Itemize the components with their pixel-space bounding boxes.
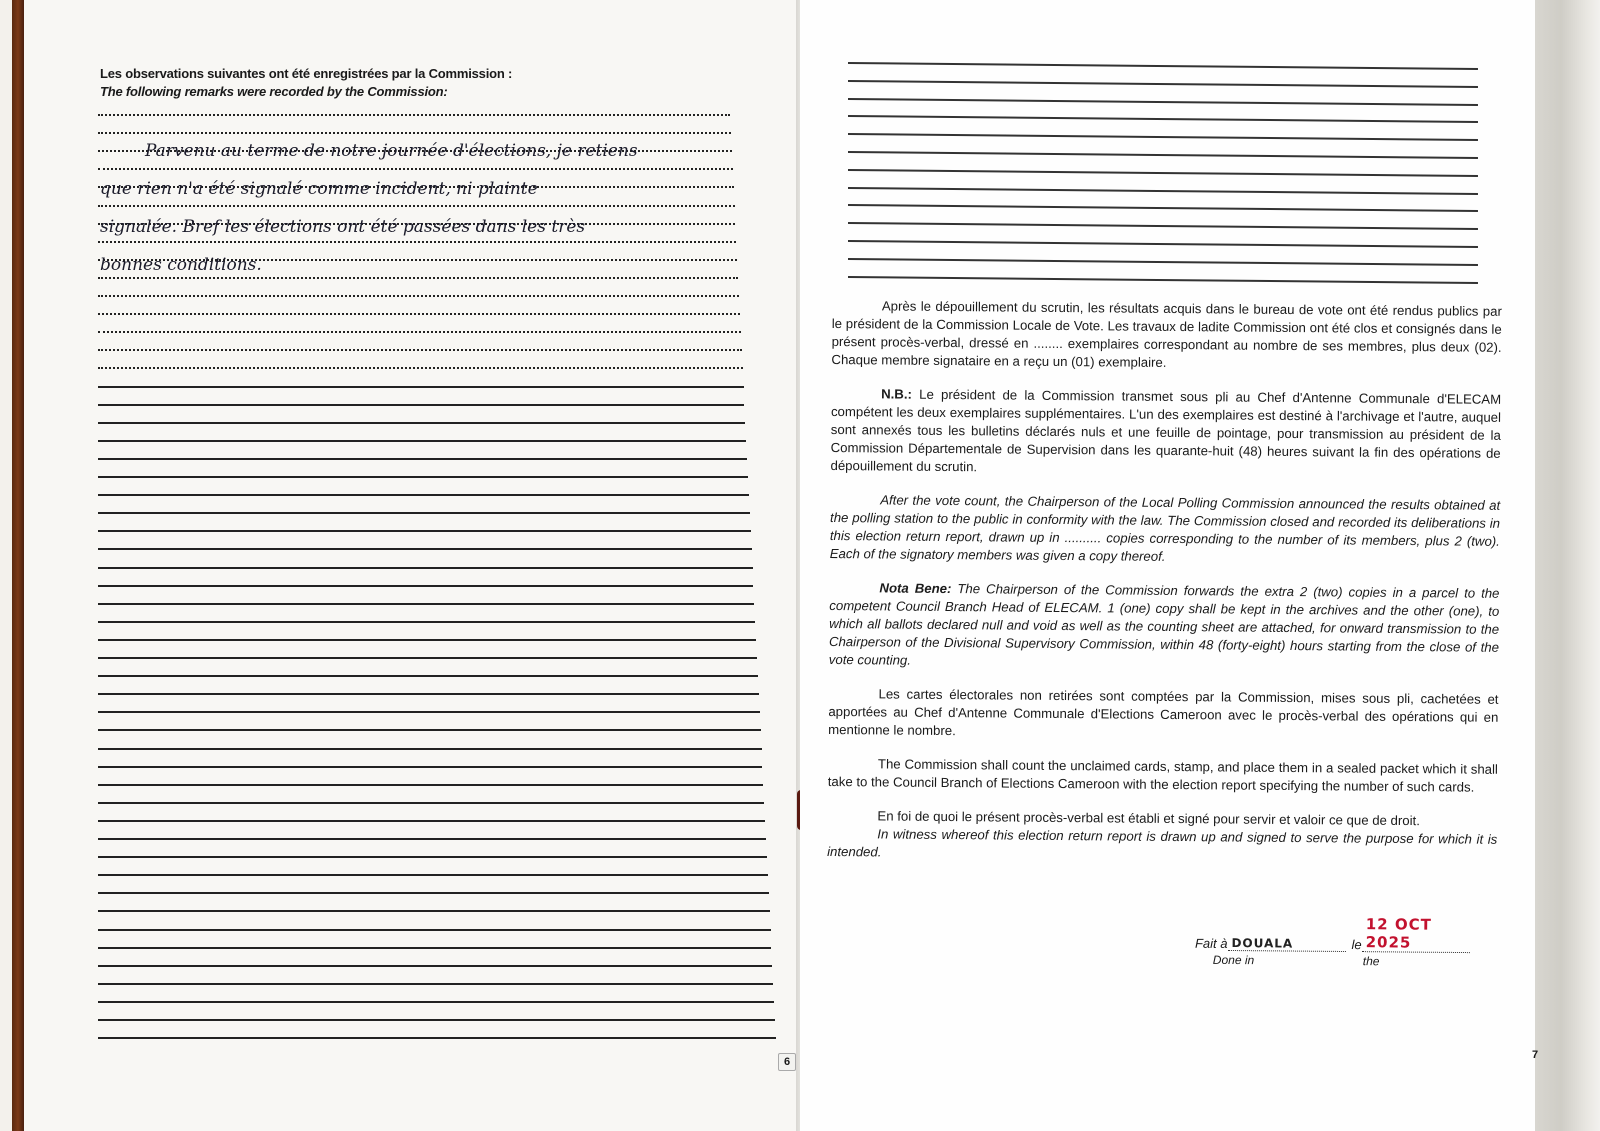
ruled-line (98, 947, 771, 949)
ruled-line (98, 675, 758, 677)
ruled-line (98, 838, 766, 840)
paragraph-nota-bene-en: Nota Bene: The Chairperson of the Commission forwards the extra 2 (two) copies in a parcel to the competent Council Branch Head of ELECAM. 1 (one) copy shall be kept in the archives and the other (one), to which all ballots declared null and void as well as the counting sheet are attached, for onward transmission to the Chairperson of the Divisional Supervisory Commission, within 48 (forty-eight) hours starting from the close of the vote counting. (828, 580, 1500, 668)
ruled-line (98, 1019, 775, 1021)
remarks-heading-fr: Les observations suivantes ont été enregistrées par la Commission : (100, 66, 513, 81)
paragraph-nb-fr: N.B.: Le président de la Commission transmet sous pli au Chef d'Antenne Communale d'ELECAM compétent les deux exemplaires supplémentaires. L'un des exemplaires est destiné à l'archivage et l'autre, auquel sont annexés tous les bulletins déclarés nuls et une feuille de pointage, pour transmission au président de la Commission Départementale de Supervision dans les quarante-huit (48) heures suivant la fin des opérations de dépouillement du scrutin. (830, 386, 1502, 475)
ruled-line (98, 404, 744, 406)
ruled-line (98, 585, 753, 587)
ruled-line (98, 567, 753, 569)
ruled-line (98, 621, 755, 623)
ruled-line (98, 530, 751, 532)
nota-bene-label: Nota Bene: (879, 580, 952, 597)
ruled-line (98, 784, 763, 786)
ruled-line (98, 367, 743, 369)
ruled-line (98, 458, 747, 460)
ruled-line (98, 874, 768, 876)
remarks-heading-en: The following remarks were recorded by the Commission: (100, 84, 448, 99)
ruled-line (98, 748, 762, 750)
ruled-line (98, 910, 770, 912)
ruled-line (98, 331, 741, 333)
ruled-line (98, 965, 772, 967)
ruled-line (98, 1001, 774, 1003)
ruled-line (98, 1037, 776, 1039)
ruled-line (98, 548, 752, 550)
ruled-line (98, 892, 769, 894)
ruled-line (98, 476, 748, 478)
date-label-en: the (1362, 954, 1380, 969)
remarks-heading (100, 66, 512, 99)
ruled-line (98, 639, 756, 641)
ruled-line (98, 603, 754, 605)
ruled-line (98, 386, 744, 388)
ruled-line (98, 494, 749, 496)
handwritten-line: Parvenu au terme de notre journée d'élections, je retiens (145, 141, 638, 161)
book-binding-edge (12, 0, 24, 1131)
page-number-right: 7 (1532, 1049, 1539, 1061)
place-label-en: Done in (1212, 952, 1255, 968)
handwritten-line: que rien n'a été signalé comme incident, ni plainte (100, 179, 538, 199)
ruled-line (98, 929, 771, 931)
page-stack-edge (1535, 0, 1600, 1131)
ruled-line (98, 729, 761, 731)
closing-en: In witness whereof this election return report is drawn up and signed to serve the purpose for which it is intended. (827, 826, 1498, 860)
ruled-line (98, 802, 764, 804)
right-page-body (827, 297, 1502, 883)
paragraph-results-fr: Après le dépouillement du scrutin, les résultats acquis dans le bureau de vote ont été rendus publics par le président de la Commission Locale de Vote. Les travaux de ladite Commission ont été clos et consignés dans le présent procès-verbal, dressé en ........ exemplaires correspondant au nombre de ses membres, plus deux (02). Chaque membre signataire en a reçu un (01) exemplaire. (831, 298, 1502, 370)
place-label-fr: Fait à (1194, 935, 1228, 951)
ruled-line (98, 856, 767, 858)
date-stamp: 12 OCT 2025 (1362, 915, 1470, 953)
ruled-line (98, 440, 746, 442)
page-number-left: 6 (778, 1053, 796, 1071)
ruled-line (98, 766, 762, 768)
ruled-line (98, 512, 750, 514)
ruled-line (98, 295, 739, 297)
date-label-fr: le (1351, 937, 1362, 953)
closing-fr: En foi de quoi le présent procès-verbal est établi et signé pour servir et valoir ce que de droit. (877, 808, 1420, 829)
signature-block (1195, 914, 1495, 970)
handwritten-line: signalée. Bref les élections ont été passées dans les très (100, 217, 586, 237)
nb-label: N.B.: (881, 386, 913, 402)
ruled-line (98, 349, 742, 351)
place-value: DOUALA (1227, 936, 1345, 952)
ruled-line (98, 693, 759, 695)
ruled-line (98, 820, 765, 822)
ruled-line (98, 657, 757, 659)
ruled-line (98, 422, 745, 424)
ruled-line (98, 711, 760, 713)
ruled-line (98, 114, 730, 116)
paragraph-cards-fr: Les cartes électorales non retirées sont comptées par la Commission, mises sous pli, cachetées et apportées au Chef d'Antenne Communale d'Elections Cameroon avec le procès-verbal des opérations qui en mentionne le nombre. (828, 686, 1499, 739)
paragraph-results-en: After the vote count, the Chairperson of the Local Polling Commission announced the results obtained at the polling station to the public in conformity with the law. The Commission closed and recorded its deliberations in this election return report, drawn up in .......... copies corresponding to the number of its members, plus 2 (two). Each of the signatory members was given a copy thereof. (829, 492, 1501, 564)
ruled-line (98, 983, 773, 985)
ruled-line (98, 313, 740, 315)
handwritten-remarks (100, 132, 740, 284)
handwritten-line: bonnes conditions. (100, 255, 262, 275)
paragraph-cards-en: The Commission shall count the unclaimed cards, stamp, and place them in a sealed packet which it shall take to the Council Branch of Elections Cameroon with the election report specifying the number of such cards. (827, 756, 1498, 795)
